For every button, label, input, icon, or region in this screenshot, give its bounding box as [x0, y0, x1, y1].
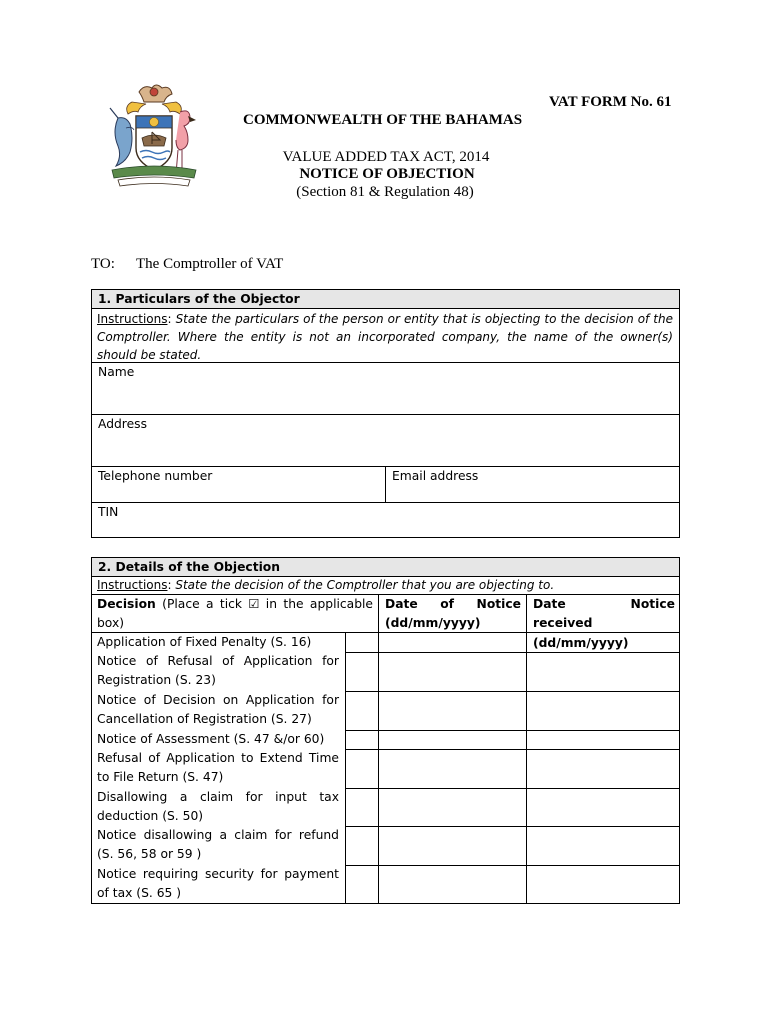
form-number: VAT FORM No. 61: [549, 94, 672, 110]
decision-tick-box[interactable]: [346, 750, 378, 788]
addressee-value: The Comptroller of VAT: [136, 256, 284, 272]
decision-row-label: Notice of Refusal of Application for Registration (S. 23): [97, 654, 339, 688]
decision-tick-box[interactable]: [346, 633, 378, 652]
decision-row-label: Refusal of Application to Extend Time to File Return (S. 47): [97, 751, 339, 785]
telephone-field-label: Telephone number: [98, 469, 213, 483]
section2-instructions-label: Instructions: [97, 578, 168, 592]
date-received-column-header: Date Notice received (dd/mm/yyyy): [533, 597, 675, 650]
telephone-field[interactable]: [92, 486, 384, 501]
decision-tick-box[interactable]: [346, 653, 378, 691]
decision-column-header-text: (Place a tick ☑ in the applicable box): [97, 597, 373, 631]
decision-column-header: [97, 595, 373, 634]
decision-row-label: Notice of Assessment (S. 47 &/or 60): [97, 732, 325, 746]
address-field-label: Address: [98, 417, 147, 431]
section2-instructions: Instructions: State the decision of the Comptroller that you are objecting to.: [97, 578, 555, 592]
section1-instructions-text: State the particulars of the person or entity that is objecting to the decision of the Comptroller. Where the entity is not an incorporated company, the name of the owner(s) should be stated.: [97, 312, 673, 362]
tin-field-label: TIN: [98, 505, 119, 519]
decision-row-label: Notice disallowing a claim for refund (S. 56, 58 or 59 ): [97, 828, 339, 862]
section2-instructions-text: State the decision of the Comptroller that you are objecting to.: [175, 578, 555, 592]
tin-field[interactable]: [92, 522, 679, 537]
decision-row-label: Notice requiring security for payment of tax (S. 65 ): [97, 867, 339, 901]
date-received-cell[interactable]: [527, 633, 679, 903]
section1-instructions: Instructions: State the particulars of the person or entity that is objecting to the decision of the Comptroller. Where the entity is not an incorporated company, the name of the owner(s) should be stated.: [97, 312, 673, 362]
section2-heading: 2. Details of the Objection: [98, 560, 280, 574]
decision-tick-box[interactable]: [346, 789, 378, 826]
email-field-label: Email address: [392, 469, 479, 483]
country-heading: COMMONWEALTH OF THE BAHAMAS: [243, 112, 523, 128]
form-title: [0, 166, 770, 183]
section1-divider: [91, 362, 680, 363]
decision-row-label: Notice of Decision on Application for Cancellation of Registration (S. 27): [97, 693, 339, 727]
date-of-notice-cell[interactable]: [379, 633, 526, 903]
addressee-label: TO:: [91, 256, 115, 272]
address-field[interactable]: [92, 435, 679, 465]
act-title-text: VALUE ADDED TAX ACT, 2014: [282, 149, 490, 165]
name-field[interactable]: [92, 383, 679, 413]
decision-tick-box[interactable]: [346, 731, 378, 749]
date-of-notice-column-header: Date of Notice (dd/mm/yyyy): [385, 597, 521, 631]
form-reference-text: (Section 81 & Regulation 48): [296, 184, 474, 200]
form-title-text: NOTICE OF OBJECTION: [299, 166, 475, 182]
section1-divider: [91, 502, 680, 503]
decision-column-header-bold: Decision: [97, 597, 156, 611]
decision-row-label: Application of Fixed Penalty (S. 16): [97, 635, 312, 649]
decision-tick-box[interactable]: [346, 827, 378, 865]
decision-tick-box[interactable]: [346, 692, 378, 730]
section1-divider: [91, 414, 680, 415]
decision-row-label: Disallowing a claim for input tax deduction (S. 50): [97, 790, 339, 824]
section1-heading: 1. Particulars of the Objector: [98, 292, 300, 306]
act-title: [0, 149, 770, 166]
form-reference: [0, 184, 770, 201]
decision-tick-box[interactable]: [346, 866, 378, 903]
section1-instructions-label: Instructions: [97, 312, 168, 326]
email-field[interactable]: [386, 486, 679, 501]
name-field-label: Name: [98, 365, 135, 379]
